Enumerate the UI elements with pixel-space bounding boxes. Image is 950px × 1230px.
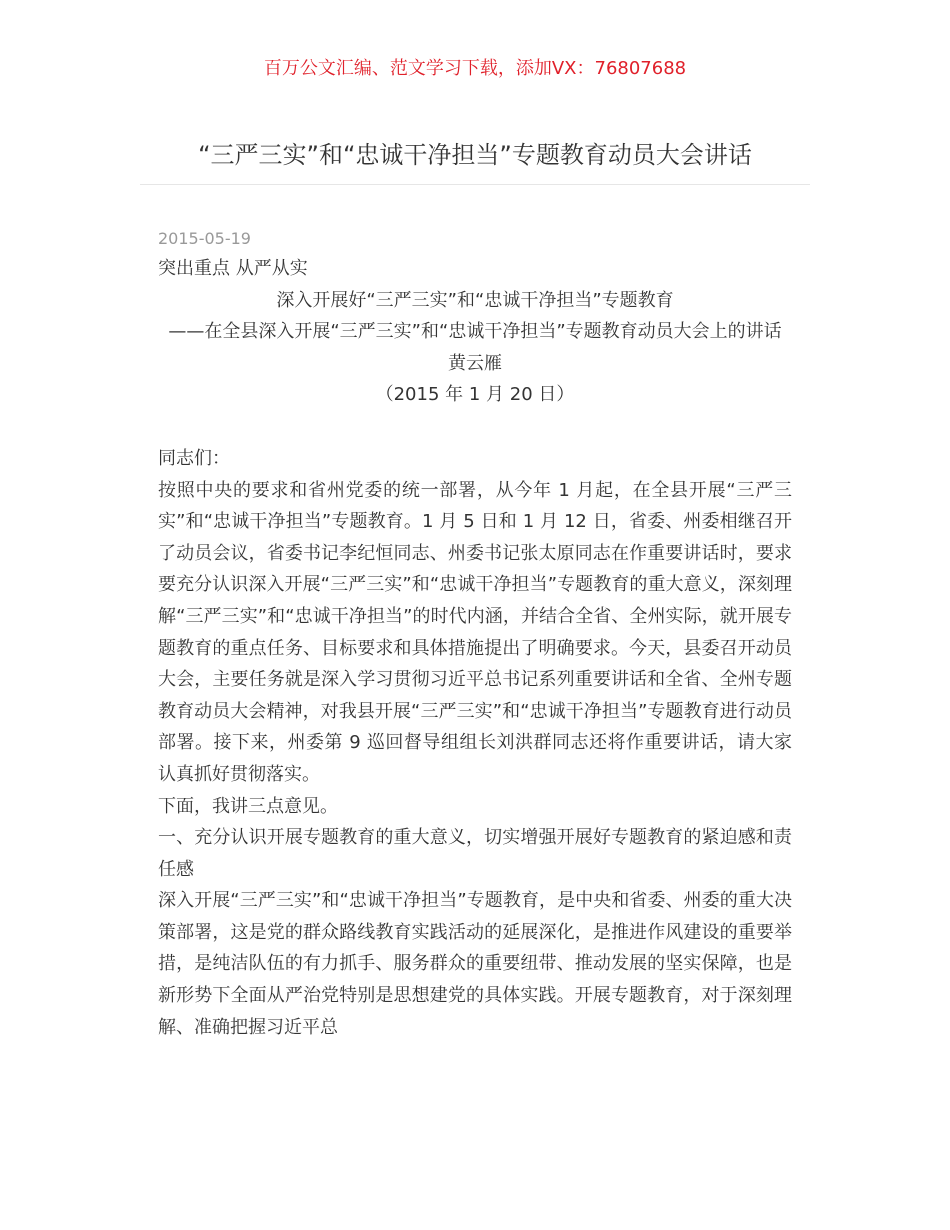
speech-date: （2015 年 1 月 20 日） [375, 384, 575, 406]
page-title: “三严三实”和“忠诚干净担当”专题教育动员大会讲话 [198, 141, 752, 169]
spacer [158, 411, 792, 443]
section-heading: 一、充分认识开展专题教育的重大意义，切实增强开展好专题教育的紧迫感和责任感 [158, 827, 792, 880]
title-divider [140, 184, 810, 185]
promo-banner: 百万公文汇编、范文学习下载，添加VX：76807688 [263, 58, 687, 79]
article-body [158, 253, 792, 1043]
salutation: 同志们： [158, 447, 230, 469]
body-paragraph: 按照中央的要求和省州党委的统一部署，从今年 1 月起，在全县开展“三严三实”和“忠诚干净担当”专题教育。1 月 5 日和 1 月 12 日，省委、州委相继召开了动员会议，省委书记李纪恒同志、州委书记张太原同志在作重要讲话时，要求要充分认识深入开展“三严三实”和“忠诚干净担当”专题教育的重大意义，深刻理解“三严三实”和“忠诚干净担当”的时代内涵，并结合全省、全州实际，就开展专题教育的重点任务、目标要求和具体措施提出了明确要求。今天，县委召开动员大会，主要任务就是深入学习贯彻习近平总书记系列重要讲话和全省、全州专题教育动员大会精神，对我县开展“三严三实”和“忠诚干净担当”专题教育进行动员部署。接下来，州委第 9 巡回督导组组长刘洪群同志还将作重要讲话，请大家认真抓好贯彻落实。 [158, 479, 792, 785]
body-paragraph: 深入开展“三严三实”和“忠诚干净担当”专题教育，是中央和省委、州委的重大决策部署，这是党的群众路线教育实践活动的延展深化，是推进作风建设的重要举措，是纯洁队伍的有力抓手、服务群众的重要纽带、推动发展的坚实保障，也是新形势下全面从严治党特别是思想建党的具体实践。开展专题教育，对于深刻理解、准确把握习近平总 [158, 890, 792, 1038]
author-name: 黄云雁 [448, 352, 502, 374]
article-subtitle: 深入开展好“三严三实”和“忠诚干净担当”专题教育 [276, 289, 674, 311]
article-headline: 突出重点 从严从实 [158, 258, 308, 279]
body-paragraph: 下面，我讲三点意见。 [158, 795, 338, 817]
publish-date: 2015-05-19 [158, 229, 251, 248]
article-subtitle-occasion: ——在全县深入开展“三严三实”和“忠诚干净担当”专题教育动员大会上的讲话 [168, 321, 782, 343]
